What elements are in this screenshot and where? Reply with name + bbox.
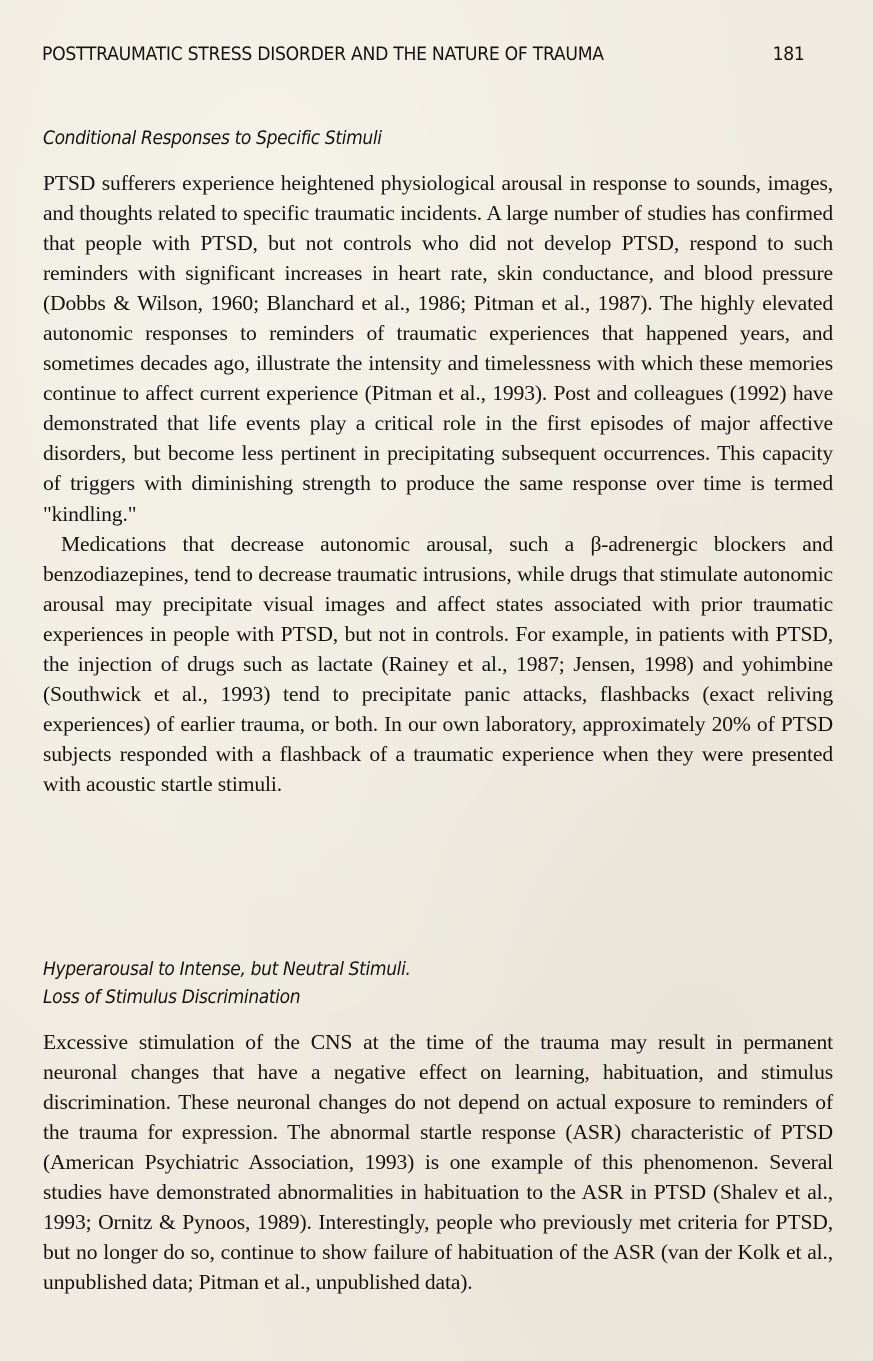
section-heading-line-1: Hyperarousal to Intense, but Neutral Stimuli.	[43, 958, 411, 980]
section-heading-hyperarousal	[43, 955, 411, 1011]
section-heading-line-2: Loss of Stimulus Discrimination	[43, 986, 301, 1008]
paragraph: PTSD sufferers experience heightened physiological arousal in response to sounds, images, and thoughts related to specific traumatic incidents. A large number of studies has confirmed that people with PTSD, but not controls who did not develop PTSD, respond to such reminders with significant increases in heart rate, skin conductance, and blood pressure (Dobbs & Wilson, 1960; Blanchard et al., 1986; Pitman et al., 1987). The highly elevated autonomic responses to reminders of traumatic experiences that happened years, and sometimes decades ago, illustrate the intensity and timelessness with which these memories continue to affect current experience (Pitman et al., 1993). Post and colleagues (1992) have demonstrated that life events play a critical role in the first episodes of major affective disorders, but become less pertinent in precipitating subsequent occurrences. This capacity of triggers with diminishing strength to produce the same response over time is termed "kindling."	[43, 171, 833, 526]
section-heading-conditional-responses: Conditional Responses to Specific Stimuli	[43, 127, 382, 149]
section-body-hyperarousal	[43, 1027, 833, 1297]
paragraph: Excessive stimulation of the CNS at the time of the trauma may result in permanent neuronal changes that have a negative effect on learning, habituation, and stimulus discrimination. These neuronal changes do not depend on actual exposure to reminders of the trauma for expression. The abnormal startle response (ASR) characteristic of PTSD (American Psychiatric Association, 1993) is one example of this phenomenon. Several studies have demonstrated abnormalities in habituation to the ASR in PTSD (Shalev et al., 1993; Ornitz & Pynoos, 1989). Interestingly, people who previously met criteria for PTSD, but no longer do so, continue to show failure of habituation of the ASR (van der Kolk et al., unpublished data; Pitman et al., unpublished data).	[43, 1030, 833, 1295]
section-body-conditional-responses	[43, 168, 833, 799]
page-number: 181	[772, 44, 805, 65]
running-head	[42, 44, 833, 65]
paragraph: Medications that decrease autonomic arousal, such a β-adrenergic blockers and benzodiazepines, tend to decrease traumatic intrusions, while drugs that stimulate autonomic arousal may precipitate visual images and affect states associated with prior traumatic experiences in people with PTSD, but not in controls. For example, in patients with PTSD, the injection of drugs such as lactate (Rainey et al., 1987; Jensen, 1998) and yohimbine (Southwick et al., 1993) tend to precipitate panic attacks, flashbacks (exact reliving experiences) of earlier trauma, or both. In our own laboratory, approximately 20% of PTSD subjects responded with a flashback of a traumatic experience when they were presented with acoustic startle stimuli.	[43, 531, 833, 796]
running-head-title: POSTTRAUMATIC STRESS DISORDER AND THE NATURE OF TRAUMA	[42, 44, 604, 65]
